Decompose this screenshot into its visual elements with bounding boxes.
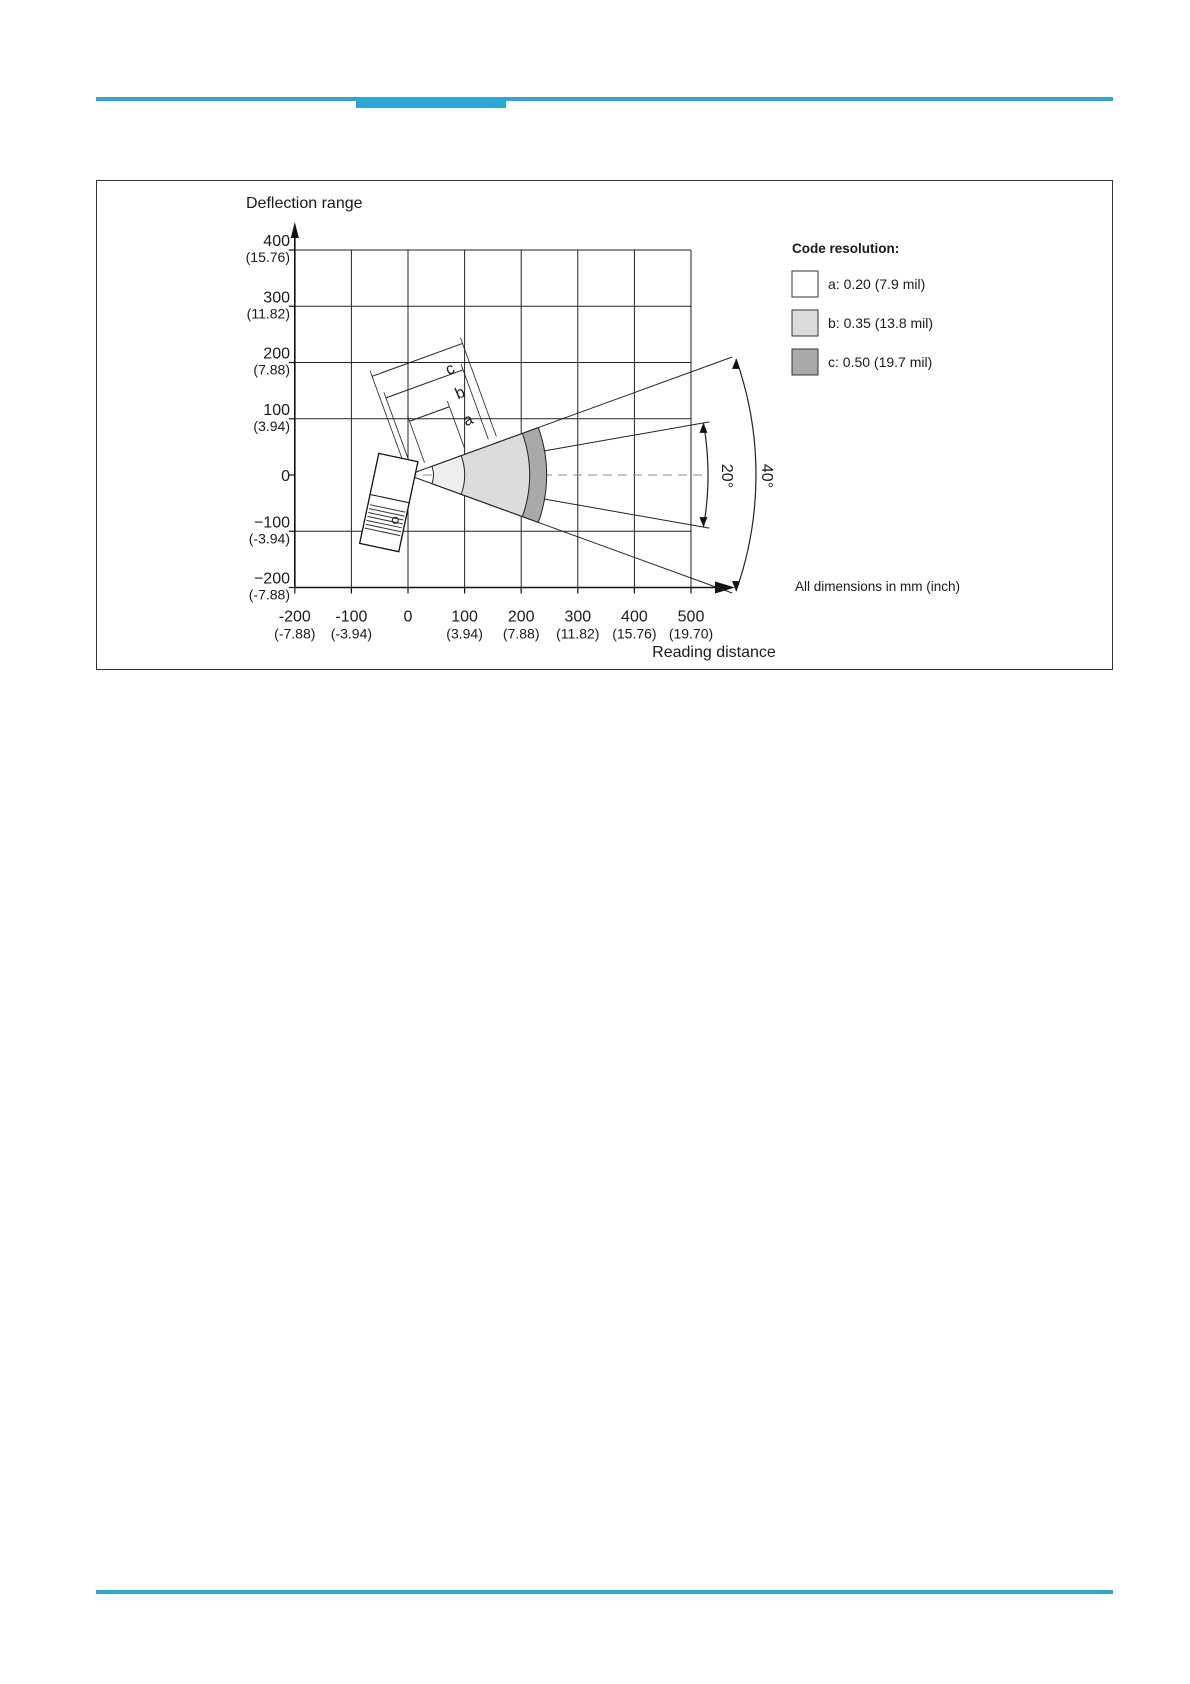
beam-line-inner (544, 422, 710, 451)
y-tick-label-inch: (7.88) (253, 361, 290, 378)
y-axis-arrow-icon (291, 222, 299, 238)
angle-arrow-icon (732, 581, 740, 591)
dimension-line-a-extension (447, 401, 464, 448)
x-tick-label: 300 (564, 608, 592, 626)
y-tick-label: 200 (263, 345, 290, 363)
x-tick-label: 0 (403, 608, 413, 626)
legend-swatch-c (792, 349, 818, 375)
beam-line-inner (544, 499, 710, 528)
angle-arrow-icon (699, 517, 707, 527)
legend (792, 241, 933, 375)
y-axis-title: Deflection range (246, 195, 363, 212)
y-tick-label: 400 (263, 233, 290, 250)
legend-title: Code resolution: (792, 241, 900, 256)
x-tick-label: 100 (451, 608, 478, 626)
x-tick-label-inch: (11.82) (556, 625, 600, 642)
x-tick-label-inch: (-3.94) (330, 625, 373, 642)
x-tick-label: -100 (335, 608, 368, 626)
header-tab-accent (356, 97, 506, 108)
legend-swatch-a (792, 271, 818, 297)
x-tick-label: 200 (507, 608, 535, 626)
scanner-device-icon (360, 453, 418, 551)
beam-line-outer (408, 475, 732, 593)
x-tick-label-inch: (19.70) (668, 625, 714, 642)
inner-angle-label: 20° (718, 463, 735, 489)
angle-arrow-icon (732, 359, 740, 369)
dimension-line-a-extension (407, 416, 424, 463)
footer-rule (96, 1590, 1113, 1594)
y-tick-label: −100 (253, 514, 290, 532)
y-tick-label-inch: (-3.94) (248, 530, 290, 547)
x-tick-label-inch: (7.88) (502, 625, 540, 642)
y-tick-label: 0 (281, 468, 290, 485)
x-tick-label: 400 (621, 608, 648, 626)
y-tick-label: −200 (253, 570, 290, 588)
dimension-line-b-extension (461, 364, 488, 439)
legend-label-c: c: 0.50 (19.7 mil) (828, 354, 933, 370)
diagram-frame (96, 180, 1113, 670)
x-tick-label: 500 (677, 608, 705, 626)
range-label-c: c (443, 360, 458, 379)
x-tick-label: -200 (278, 608, 311, 626)
range-label-a: a (460, 410, 476, 431)
reading-field-diagram (97, 181, 1114, 671)
outer-angle-label: 40° (758, 463, 775, 489)
legend-swatch-b (792, 310, 818, 336)
x-tick-label-inch: (-7.88) (274, 625, 316, 642)
y-tick-label: 100 (263, 401, 290, 419)
y-tick-label-inch: (3.94) (253, 417, 290, 434)
y-tick-label-inch: (15.76) (245, 249, 290, 265)
dimensions-note: All dimensions in mm (inch) (795, 579, 961, 594)
dimension-line-c-extension (370, 371, 406, 470)
header-rule (96, 97, 1113, 101)
y-tick-label: 300 (263, 289, 290, 307)
reading-zone-a (432, 456, 465, 495)
inner-angle-arc (703, 423, 708, 527)
legend-label-b: b: 0.35 (13.8 mil) (828, 315, 934, 331)
range-label-b: b (452, 383, 468, 404)
reading-zone-b (459, 433, 530, 516)
y-tick-label-inch: (11.82) (246, 305, 290, 322)
x-tick-label-inch: (15.76) (612, 625, 657, 642)
angle-arrow-icon (699, 423, 707, 433)
outer-angle-arc (736, 359, 756, 591)
y-tick-label-inch: (-7.88) (248, 586, 290, 603)
x-axis-title: Reading distance (652, 644, 776, 661)
legend-label-a: a: 0.20 (7.9 mil) (828, 276, 926, 292)
x-tick-label-inch: (3.94) (446, 625, 483, 642)
